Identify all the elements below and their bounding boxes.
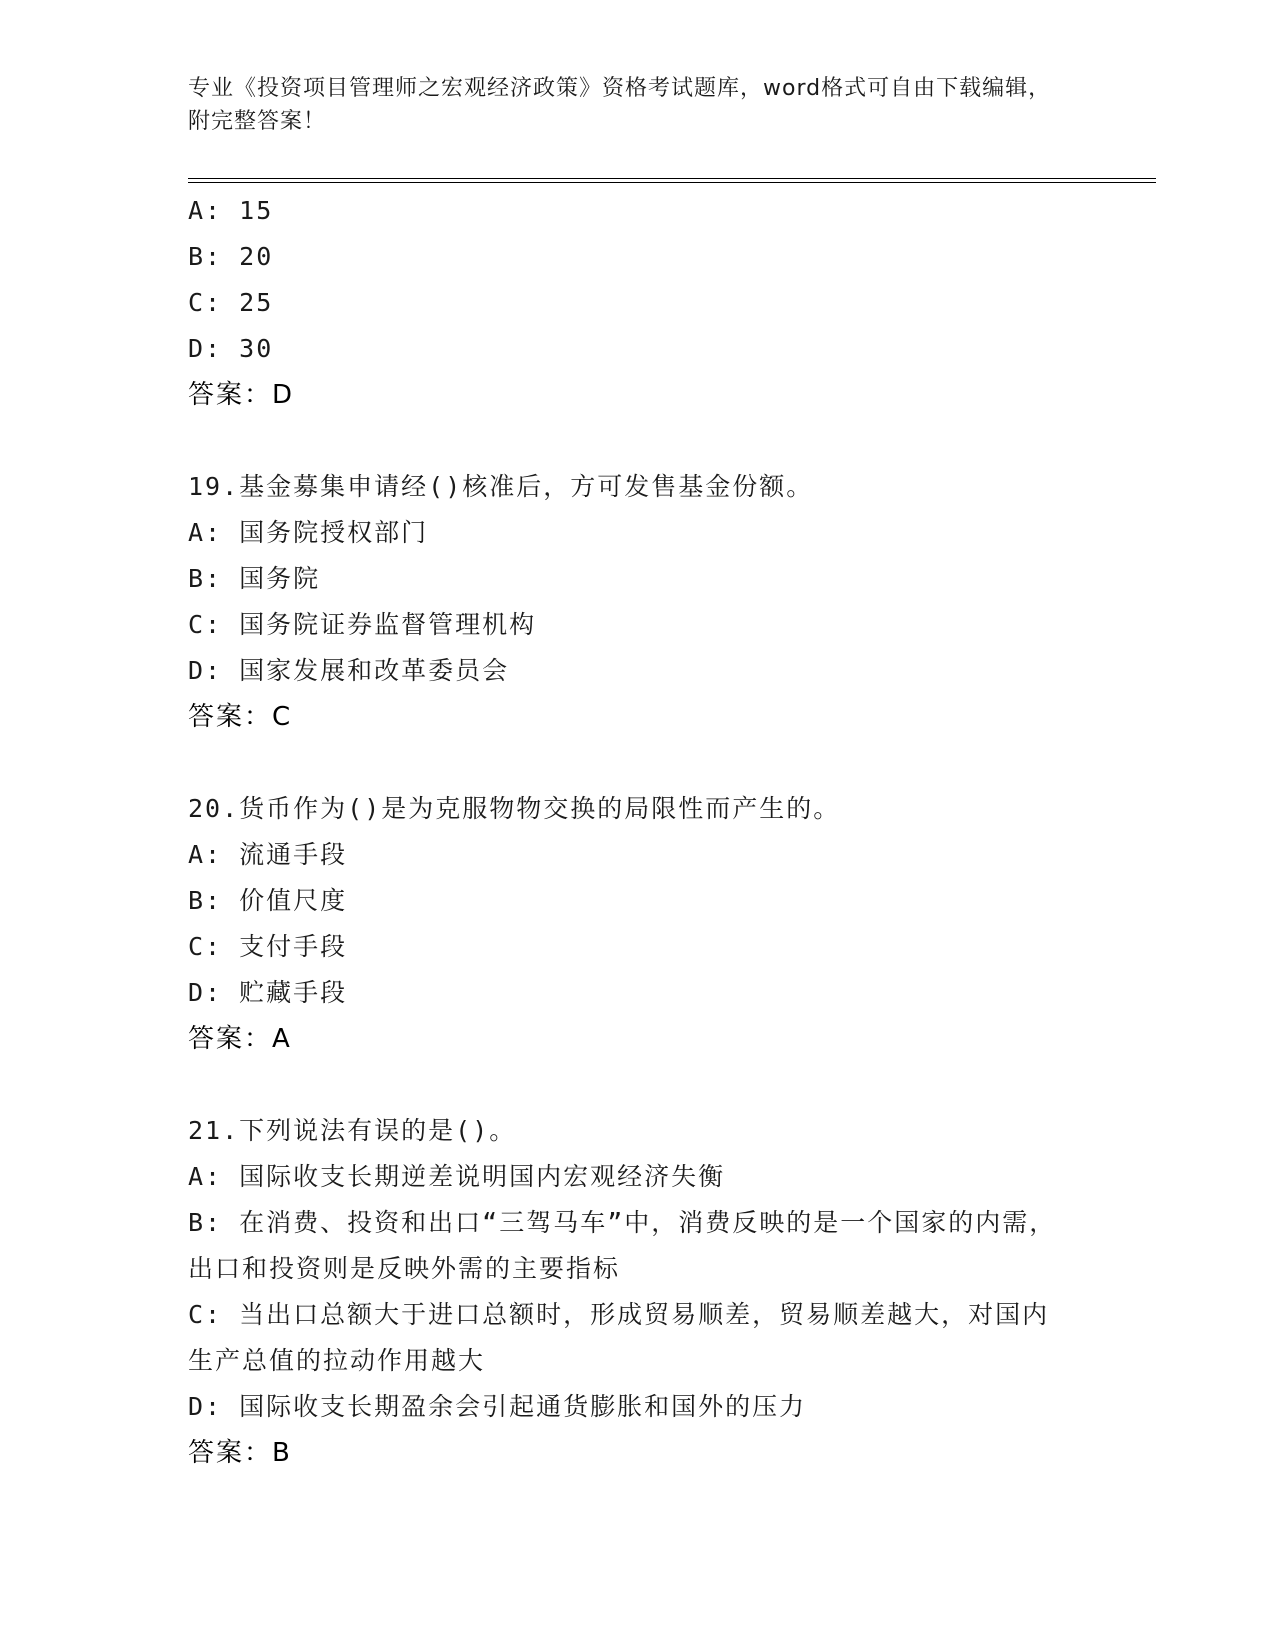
option-a: A: 流通手段 [188, 840, 348, 869]
option-c: C: 当出口总额大于进口总额时，形成贸易顺差，贸易顺差越大，对国内生产总值的拉动作用越大 [188, 1300, 1050, 1375]
option-c: C: 25 [188, 288, 274, 317]
option-a: A: 国际收支长期逆差说明国内宏观经济失衡 [188, 1162, 726, 1191]
question-18-continued [188, 188, 1068, 418]
option-d: D: 国家发展和改革委员会 [188, 656, 510, 685]
question-stem: 20.货币作为()是为克服物物交换的局限性而产生的。 [188, 794, 841, 823]
option-d: D: 30 [188, 334, 274, 363]
option-d: D: 国际收支长期盈余会引起通货膨胀和国外的压力 [188, 1392, 807, 1421]
header-divider [188, 178, 1156, 183]
question-19 [188, 464, 1068, 740]
document-header: 专业《投资项目管理师之宏观经济政策》资格考试题库，word格式可自由下载编辑，附完整答案！ [188, 76, 1052, 134]
answer: 答案：A [188, 1024, 292, 1054]
answer: 答案：D [188, 380, 295, 410]
option-d: D: 贮藏手段 [188, 978, 348, 1007]
option-a: A: 国务院授权部门 [188, 518, 429, 547]
question-stem: 21.下列说法有误的是()。 [188, 1116, 517, 1145]
option-b: B: 20 [188, 242, 274, 271]
answer: 答案：C [188, 702, 293, 732]
option-a: A: 15 [188, 196, 274, 225]
option-b: B: 价值尺度 [188, 886, 348, 915]
option-c: C: 支付手段 [188, 932, 348, 961]
answer: 答案：B [188, 1438, 292, 1468]
question-stem: 19.基金募集申请经()核准后，方可发售基金份额。 [188, 472, 814, 501]
question-list [188, 188, 1068, 1476]
option-b: B: 国务院 [188, 564, 321, 593]
option-b: B: 在消费、投资和出口“三驾马车”中，消费反映的是一个国家的内需，出口和投资则是反映外需的主要指标 [188, 1208, 1057, 1283]
question-20 [188, 786, 1068, 1062]
option-c: C: 国务院证券监督管理机构 [188, 610, 537, 639]
question-21 [188, 1108, 1068, 1476]
